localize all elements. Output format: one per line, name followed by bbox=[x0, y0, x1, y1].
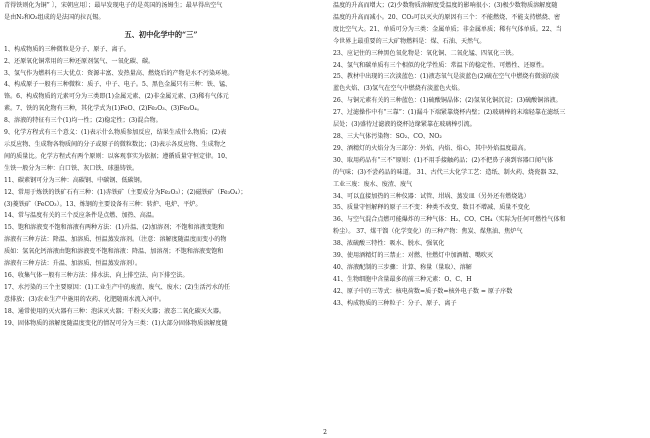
text-line: 工业三废：废水、废渣、废气 bbox=[333, 180, 413, 188]
text-line: 铬。6、构成物质的元素可分为三类即(1)金属元素、(2)非金属元素、(3)稀有气体元 bbox=[4, 93, 229, 101]
left-text-lines bbox=[4, 44, 318, 330]
text-line: 15、饱和溶液变不饱和溶液有两种方法：(1)升温、(2)加溶剂；不饱和溶液变饱和 bbox=[4, 224, 225, 232]
text-line: 36、与空气混合点燃可能爆炸的三种气体：H₂、CO、CH₄（实际为任何可燃性气体和 bbox=[333, 216, 566, 224]
text-line: 26、与铜元素有关的三种蓝色：(1)硫酸铜晶体；(2)氢氧化铜沉淀；(3)硫酸铜溶液。 bbox=[333, 97, 562, 105]
text-line: 27、过滤操作中有“三靠”：(1)漏斗下端紧靠烧杯内壁；(2)玻璃棒的末端轻靠在滤纸三 bbox=[333, 109, 566, 117]
text-line: 8、溶液的特征有三个(1)均一性；(2)稳定性；(3)混合物。 bbox=[4, 117, 162, 125]
text-line: 温度的升高而减小。20、CO₂可以灭火的原因有三个：不能燃烧、不能支持燃烧、密 bbox=[333, 13, 561, 21]
text-line: 11、碳素钢可分为三种：高碳钢、中碳钢、低碳钢。 bbox=[4, 176, 146, 184]
text-line: 间的质量比。化学方程式有两个原则：以客观事实为依据；遵循质量守恒定律。10、 bbox=[4, 152, 232, 160]
text-line: 2、还原氧化铜常用的三种还原剂氢气、一氧化碳、碳。 bbox=[4, 57, 155, 65]
text-line: 29、酒精灯的火焰分为三部分：外焰、内焰、焰心，其中外焰温度最高。 bbox=[333, 144, 530, 152]
text-line: 42、原子中的三等式：核电荷数=质子数=核外电子数 = 原子序数 bbox=[333, 287, 513, 295]
text-line: 示反应物、生成物各物质间的分子或原子的微粒数比；(3)表示各反应物、生成物之 bbox=[4, 140, 226, 148]
text-line: 30、取用药品有“三不”原则：(1)不用手接触药品；(2)不把鼻子凑到容器口闻气体 bbox=[333, 156, 554, 164]
page-number: 2 bbox=[323, 429, 327, 436]
text-line: 24、氢气和碳单质有三个相似的化学性质：常温下的稳定性、可燃性、还原性。 bbox=[333, 61, 548, 69]
text-line: 溶液有三种方法：升温、加溶质、恒温蒸发溶剂）。 bbox=[4, 260, 142, 268]
text-line: 17、水污染的三个主要原因：(1)工业生产中的废渣、废气、废水；(2)生活污水的任 bbox=[4, 283, 231, 291]
text-line: 14、常与温度有关的三个反应条件是点燃、加热、高温。 bbox=[4, 212, 159, 220]
text-line: 34、可以直接加热的三种仪器：试管、坩埚、蒸发皿（另外还有燃烧匙） bbox=[333, 192, 530, 200]
text-line: 粉尘）。 37、煤干馏（化学变化）的三种产物：焦炭、煤焦油、焦炉气 bbox=[333, 228, 523, 236]
text-line: 28、三大气体污染物：SO₂、CO、NO₂ bbox=[333, 132, 442, 140]
text-line: 层处；(3)盛待过滤液的烧杯边缘紧靠在玻璃棒引流。 bbox=[333, 121, 476, 129]
text-line: 19、固体物质的溶解度随温度变化的情况可分为三类：(1)大部分固体物质溶解度随 bbox=[4, 319, 228, 327]
section-title: 五、初中化学中的“三” bbox=[124, 29, 198, 39]
text-line: 18、通常使用的灭火器有三种：泡沫灭火器；干粉灭火器；液态二氧化碳灭火器。 bbox=[4, 307, 226, 315]
text-line: 39、使用酒精灯的三禁止：对燃、往燃灯中加酒精、嘴吹灭 bbox=[333, 252, 494, 260]
right-text-lines bbox=[333, 0, 646, 310]
text-line: 生铁一般分为三种：白口铁、灰口铁、球墨铸铁。 bbox=[4, 164, 139, 172]
text-line: 今世界上最重要的三大矿物燃料是：煤、石油、天然气。 bbox=[333, 37, 486, 45]
text-line: 蓝色火焰、(3)氢气在空气中燃烧有淡蓝色火焰。 bbox=[333, 85, 464, 93]
text-line: 的气味；(3)不尝药品的味道。 31、古代三大化学工艺：造纸、制火药、烧瓷器 32、 bbox=[333, 168, 563, 176]
text-line: 25、教材中出现的三次淡蓝色：(1)液态氧气是淡蓝色(2)硫在空气中燃烧有微弱的淡 bbox=[333, 73, 560, 81]
text-line: 40、溶液配制的三步骤：计算、称量（量取）、溶解 bbox=[333, 263, 472, 271]
right-column bbox=[333, 0, 646, 310]
intro-line: 是由N₂和O₂组成的是法国的拉瓦锡。 bbox=[4, 13, 105, 21]
text-line: (3)菱铁矿（FeCO₃）。13、炼钢的主要设备有三种：转炉、电炉、平炉。 bbox=[4, 200, 202, 208]
text-line: 9、化学方程式有三个意义：(1)表示什么物质参加反应，结果生成什么物质；(2)表 bbox=[4, 129, 227, 137]
text-line: 意排放；(3)农业生产中施用的农药、化肥随雨水流入河中。 bbox=[4, 295, 165, 303]
text-line: 4、构成原子一般有三种微粒：质子、中子、电子。5、黑色金属只有三种：铁、锰、 bbox=[4, 81, 232, 89]
text-line: 度比空气大。21、单质可分为三类：金属单质；非金属单质；稀有气体单质。22、当 bbox=[333, 25, 562, 33]
text-line: 1、构成物质的三种微粒是分子、原子、离子。 bbox=[4, 45, 130, 53]
text-line: 溶液有三种方法：降温、加溶质、恒温蒸发溶剂。（注意：溶解度随温度而变小的物 bbox=[4, 236, 227, 244]
text-line: 温度的升高而增大；(2)少数物质溶解度受温度的影响很小；(3)极少数物质溶解度随 bbox=[333, 2, 558, 9]
intro-line: 青得铁则化为铜” 〕，宋朝应用〕；最早发现电子的是英国的汤姆生；最早得出空气 bbox=[4, 2, 223, 9]
text-line: 38、浓硫酸三特性：吸水、脱水、强氧化 bbox=[333, 240, 445, 248]
text-line: 素。7、铁的氧化物有三种，其化学式为(1)FeO、(2)Fe₂O₃、(3)Fe₃O₄。 bbox=[4, 105, 203, 113]
text-line: 41、生物细胞中含量最多的前三种元素：O、C、H bbox=[333, 275, 472, 283]
text-line: 23、应记住的三种黑色氧化物是：氧化铜、二氧化锰、四氧化三铁。 bbox=[333, 49, 518, 57]
text-line: 16、收集气体一般有三种方法：排水法、向上排空法、向下排空法。 bbox=[4, 271, 189, 279]
left-column bbox=[4, 0, 318, 329]
text-line: 质如：氢氧化钙溶液由饱和溶液变不饱和溶液：降温、加溶剂；不饱和溶液变饱和 bbox=[4, 248, 224, 256]
text-line: 3、氢气作为燃料有三大优点：资源丰富、发热量高、燃烧后的产物是水不污染环境。 bbox=[4, 69, 234, 77]
text-line: 12、常用于炼铁的铁矿石有三种：(1)赤铁矿（主要成分为Fe₂O₃）；(2)磁铁矿（Fe₃O₄）； bbox=[4, 188, 247, 196]
text-line: 35、质量守恒解释的原子三不变：种类不改变、数目不增减、质量不变化 bbox=[333, 204, 530, 212]
text-line: 43、构成物质的三种粒子：分子、原子、离子 bbox=[333, 299, 457, 307]
